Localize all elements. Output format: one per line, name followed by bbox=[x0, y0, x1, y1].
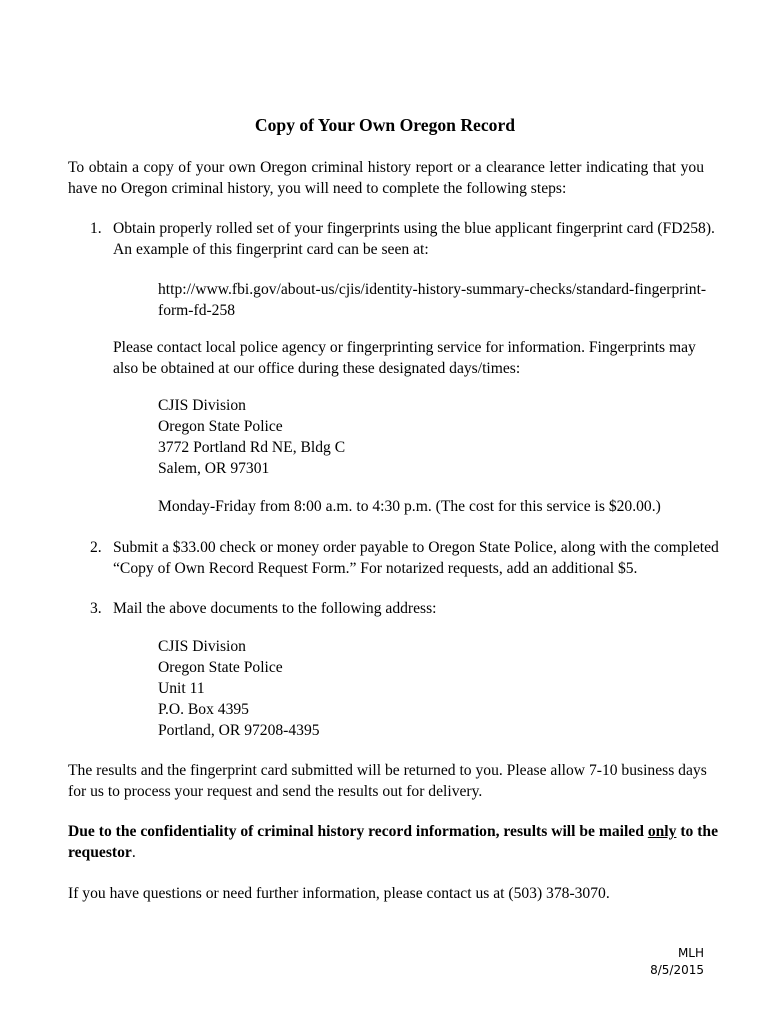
hours-line: Monday-Friday from 8:00 a.m. to 4:30 p.m. (The cost for this service is $20.00.) bbox=[158, 498, 661, 515]
confidentiality-notice bbox=[68, 821, 718, 863]
results-line-1: The results and the fingerprint card submitted will be returned to you. Please allow 7-10 business days bbox=[68, 762, 707, 779]
address-line: Oregon State Police bbox=[158, 418, 283, 435]
step-2-number: 2. bbox=[90, 539, 102, 556]
office-hours bbox=[158, 496, 661, 517]
contact-line-2: also be obtained at our office during these designated days/times: bbox=[113, 360, 521, 377]
signoff-initials: MLH bbox=[677, 946, 704, 960]
portland-mailing-address bbox=[158, 636, 320, 741]
confidentiality-line-2 bbox=[68, 842, 718, 863]
step-2-line1: Submit a $33.00 check or money order payable to Oregon State Police, along with the completed bbox=[113, 539, 719, 556]
url-line-2: form-fd-258 bbox=[158, 302, 236, 319]
step-2-line2: “Copy of Own Record Request Form.” For notarized requests, add an additional $5. bbox=[113, 560, 638, 577]
page-title: Copy of Your Own Oregon Record bbox=[254, 115, 516, 135]
salem-office-address bbox=[158, 395, 345, 479]
confidentiality-requestor: requestor bbox=[68, 844, 132, 861]
address-line: Salem, OR 97301 bbox=[158, 460, 270, 477]
results-line-2: for us to process your request and send the results out for delivery. bbox=[68, 783, 483, 800]
step-1-text-line1: Obtain properly rolled set of your fingerprints using the blue applicant fingerprint card (FD258). bbox=[113, 220, 715, 237]
confidentiality-text-2: to the bbox=[676, 823, 718, 840]
address-line: CJIS Division bbox=[158, 397, 246, 414]
questions-paragraph bbox=[68, 883, 610, 904]
address-line: P.O. Box 4395 bbox=[158, 701, 249, 718]
signoff bbox=[650, 945, 704, 979]
step-1-text-line2: An example of this fingerprint card can be seen at: bbox=[113, 241, 429, 258]
questions-line: If you have questions or need further information, please contact us at (503) 378-3070. bbox=[68, 885, 610, 902]
address-line: Unit 11 bbox=[158, 680, 205, 697]
confidentiality-text-1: Due to the confidentiality of criminal history record information, results will be mailed bbox=[68, 823, 648, 840]
contact-line-1: Please contact local police agency or fingerprinting service for information. Fingerprints may bbox=[113, 339, 696, 356]
url-line-1: http://www.fbi.gov/about-us/cjis/identity-history-summary-checks/standard-fingerprint- bbox=[158, 281, 707, 298]
intro-paragraph: To obtain a copy of your own Oregon criminal history report or a clearance letter indicating that you have no Oregon criminal history, you will need to complete the following steps: bbox=[68, 159, 704, 197]
address-line: Portland, OR 97208-4395 bbox=[158, 722, 320, 739]
step-1-number: 1. bbox=[90, 220, 102, 237]
step-3-text: Mail the above documents to the following address: bbox=[113, 600, 437, 617]
fingerprint-card-url bbox=[158, 279, 706, 321]
results-paragraph bbox=[68, 760, 707, 802]
confidentiality-period: . bbox=[131, 844, 136, 861]
confidentiality-only-emphasis: only bbox=[647, 823, 677, 840]
contact-paragraph bbox=[113, 337, 696, 379]
confidentiality-line-1 bbox=[68, 821, 718, 842]
address-line: 3772 Portland Rd NE, Bldg C bbox=[158, 439, 346, 456]
address-line: CJIS Division bbox=[158, 638, 246, 655]
address-line: Oregon State Police bbox=[158, 659, 283, 676]
signoff-date: 8/5/2015 bbox=[650, 963, 704, 977]
step-3-number: 3. bbox=[90, 600, 102, 617]
